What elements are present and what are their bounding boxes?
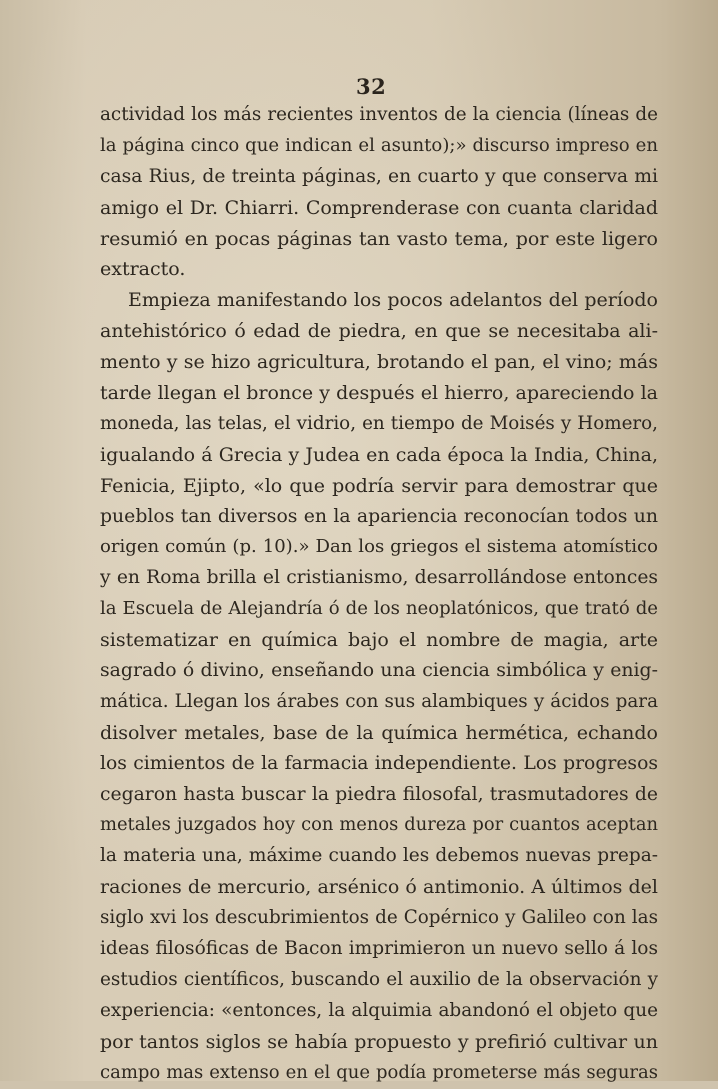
text-line: origen común (p. 10).» Dan los griegos el sistema atomístico xyxy=(100,536,658,558)
text-line: tarde llegan el bronce y después el hierro, apareciendo la xyxy=(100,382,658,405)
text-line: actividad los más recientes inventos de la ciencia (líneas de xyxy=(100,104,658,125)
text-line: Empieza manifestando los pocos adelantos del período xyxy=(128,289,658,312)
text-line: raciones de mercurio, arsénico ó antimonio. A últimos del xyxy=(100,876,658,899)
text-line: estudios científicos, buscando el auxilio de la observación y xyxy=(100,968,658,990)
text-line: igualando á Grecia y Judea en cada época la India, China, xyxy=(100,443,658,466)
text-line: por tantos siglos se había propuesto y prefirió cultivar un xyxy=(100,1030,658,1053)
text-line: los cimientos de la farmacia independiente. Los progresos xyxy=(100,752,658,774)
text-line: pueblos tan diversos en la apariencia reconocían todos un xyxy=(100,505,658,527)
text-line: amigo el Dr. Chiarri. Comprenderase con cuanta claridad xyxy=(100,196,658,219)
text-line: casa Rius, de treinta páginas, en cuarto y que conserva mi xyxy=(100,165,658,187)
text-line: la materia una, máxime cuando les debemos nuevas prepa- xyxy=(100,845,658,867)
text-line: mática. Llegan los árabes con sus alambiques y ácidos para xyxy=(100,690,658,712)
page-number: 32 xyxy=(356,74,387,99)
text-line: y en Roma brilla el cristianismo, desarrollándose entonces xyxy=(100,567,658,589)
text-line: extracto. xyxy=(100,258,186,281)
text-line: disolver metales, base de la química hermética, echando xyxy=(100,721,658,744)
text-line: moneda, las telas, el vidrio, en tiempo de Moisés y Homero, xyxy=(100,412,658,434)
text-line: sagrado ó divino, enseñando una ciencia simbólica y enig- xyxy=(100,660,658,682)
text-line: metales juzgados hoy con menos dureza por cuantos aceptan xyxy=(100,814,658,836)
text-line: sistematizar en química bajo el nombre de magia, arte xyxy=(100,629,658,652)
body-text xyxy=(100,100,658,1089)
text-line: mento y se hizo agricultura, brotando el pan, el vino; más xyxy=(100,351,658,374)
text-line: Fenicia, Ejipto, «lo que podría servir para demostrar que xyxy=(100,474,658,497)
text-line: experiencia: «entonces, la alquimia abandonó el objeto que xyxy=(100,999,658,1021)
text-line: la página cinco que indican el asunto);» discurso impreso en xyxy=(100,134,658,156)
text-line: cegaron hasta buscar la piedra filosofal, trasmutadores de xyxy=(100,783,658,805)
text-line: la Escuela de Alejandría ó de los neoplatónicos, que trató de xyxy=(100,598,658,620)
text-line: ideas filosóficas de Bacon imprimieron un nuevo sello á los xyxy=(100,938,658,960)
text-line: siglo xvi los descubrimientos de Copérnico y Galileo con las xyxy=(100,907,658,929)
text-line: resumió en pocas páginas tan vasto tema, por este ligero xyxy=(100,227,658,250)
text-line: antehistórico ó edad de piedra, en que se necesitaba ali- xyxy=(100,320,658,343)
text-line: campo mas extenso en el que podía prometerse más seguras xyxy=(100,1061,658,1083)
